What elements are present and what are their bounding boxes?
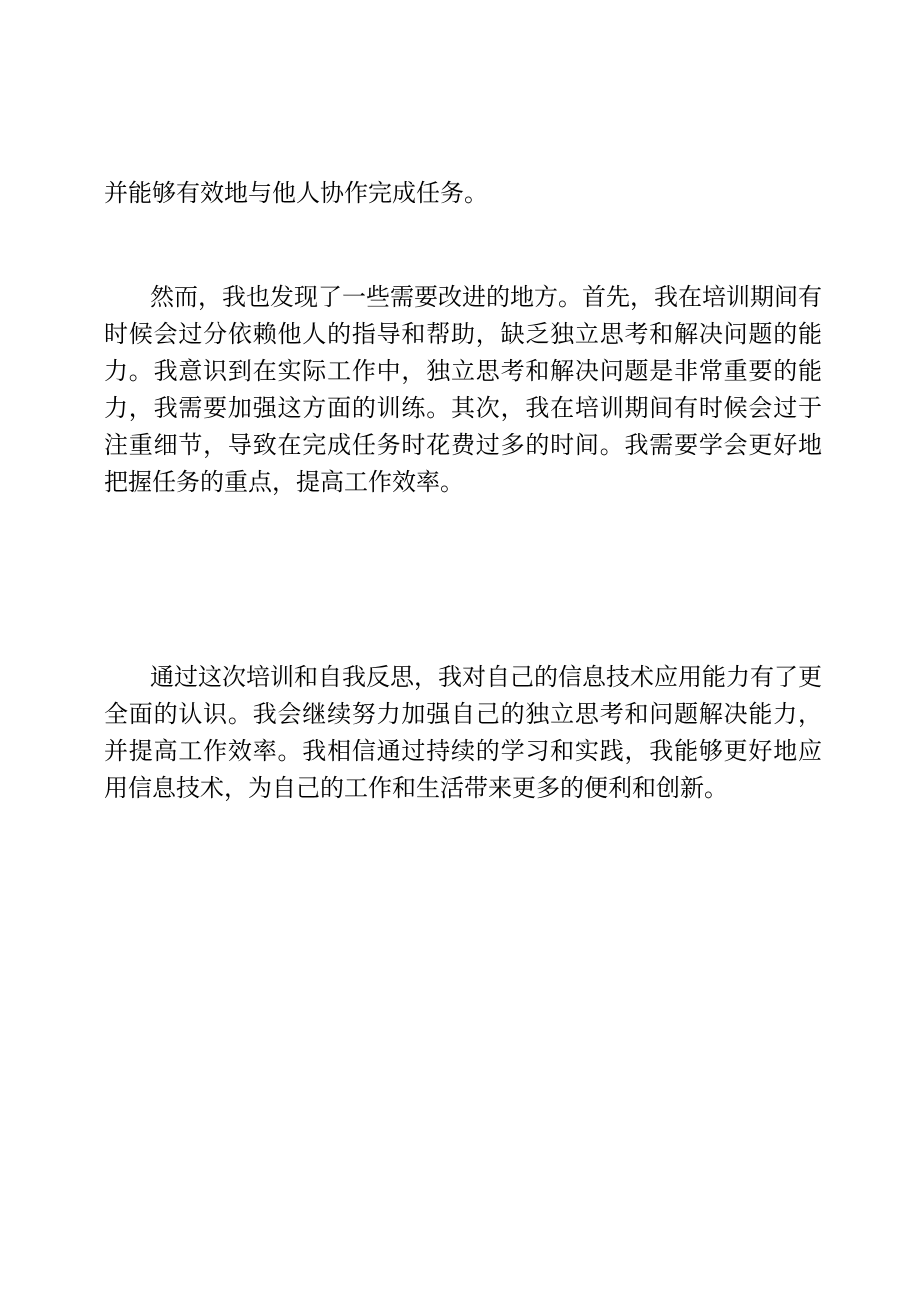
paragraph-conclusion: 通过这次培训和自我反思，我对自己的信息技术应用能力有了更全面的认识。我会继续努力加强自己的独立思考和问题解决能力，并提高工作效率。我相信通过持续的学习和实践，我能够更好地应用信息技术，为自己的工作和生活带来更多的便利和创新。 [104, 663, 822, 802]
paragraph-continuation: 并能够有效地与他人协作完成任务。 [104, 179, 488, 207]
paragraph-improvements: 然而，我也发现了一些需要改进的地方。首先，我在培训期间有时候会过分依赖他人的指导和帮助，缺乏独立思考和解决问题的能力。我意识到在实际工作中，独立思考和解决问题是非常重要的能力，我需要加强这方面的训练。其次，我在培训期间有时候会过于注重细节，导致在完成任务时花费过多的时间。我需要学会更好地把握任务的重点，提高工作效率。 [104, 283, 822, 496]
